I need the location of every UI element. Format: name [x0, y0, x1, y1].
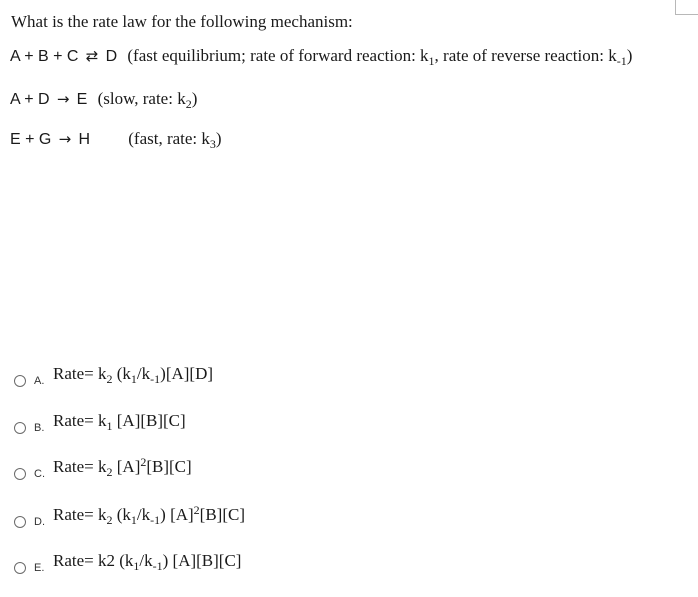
- answer-option-e[interactable]: [14, 551, 674, 581]
- option-letter: D.: [34, 516, 45, 528]
- answer-option-b[interactable]: [14, 411, 674, 441]
- option-letter: E.: [34, 562, 45, 574]
- step-3-reactants: E + G: [10, 131, 52, 148]
- answer-option-d[interactable]: [14, 505, 674, 535]
- radio-button-e[interactable]: [14, 562, 26, 574]
- right-arrow-icon: →: [58, 130, 72, 148]
- radio-button-b[interactable]: [14, 422, 26, 434]
- answer-option-c[interactable]: [14, 457, 674, 487]
- answer-option-a[interactable]: [14, 364, 674, 394]
- option-text: Rate= $k_2$ $[A]^2[B][C]$: [53, 455, 192, 479]
- step-1-product: D: [105, 48, 118, 65]
- step-2-product: E: [76, 91, 88, 108]
- option-text: Rate= $k_1$ [A][B][C]: [53, 411, 186, 433]
- option-text: Rate= k2 $(k_1/k_{-1})$ [A][B][C]: [53, 551, 242, 573]
- option-letter: A.: [34, 375, 45, 387]
- option-text: Rate= $k_2$ $(k_1/k_{-1})$ $[A]^2[B][C]$: [53, 503, 245, 527]
- question-text: What is the rate law for the following mechanism:: [11, 12, 353, 31]
- option-letter: B.: [34, 422, 45, 434]
- step-1-note: (fast equilibrium; rate of forward reaction: $k_1$, rate of reverse reaction: $k_{-1}$): [127, 46, 633, 68]
- radio-button-d[interactable]: [14, 516, 26, 528]
- radio-button-c[interactable]: [14, 468, 26, 480]
- equilibrium-arrow-icon: ⇄: [85, 47, 99, 65]
- option-letter: C.: [34, 468, 45, 480]
- step-3-note: (fast, rate: $k_3$): [128, 129, 222, 151]
- window-corner: [675, 0, 698, 15]
- step-2-note: (slow, rate: $k_2$): [97, 89, 198, 111]
- step-3-product: H: [78, 131, 90, 148]
- mechanism-step-2: [10, 88, 197, 111]
- right-arrow-icon: →: [56, 90, 70, 108]
- step-2-reactants: A + D: [10, 91, 50, 108]
- mechanism-step-1: [10, 45, 632, 68]
- step-1-reactants: A + B + C: [10, 48, 79, 65]
- option-text: Rate= $k_2$ $(k_1/k_{-1})[A][D]$: [53, 364, 214, 386]
- mechanism-step-3: [10, 128, 222, 151]
- radio-button-a[interactable]: [14, 375, 26, 387]
